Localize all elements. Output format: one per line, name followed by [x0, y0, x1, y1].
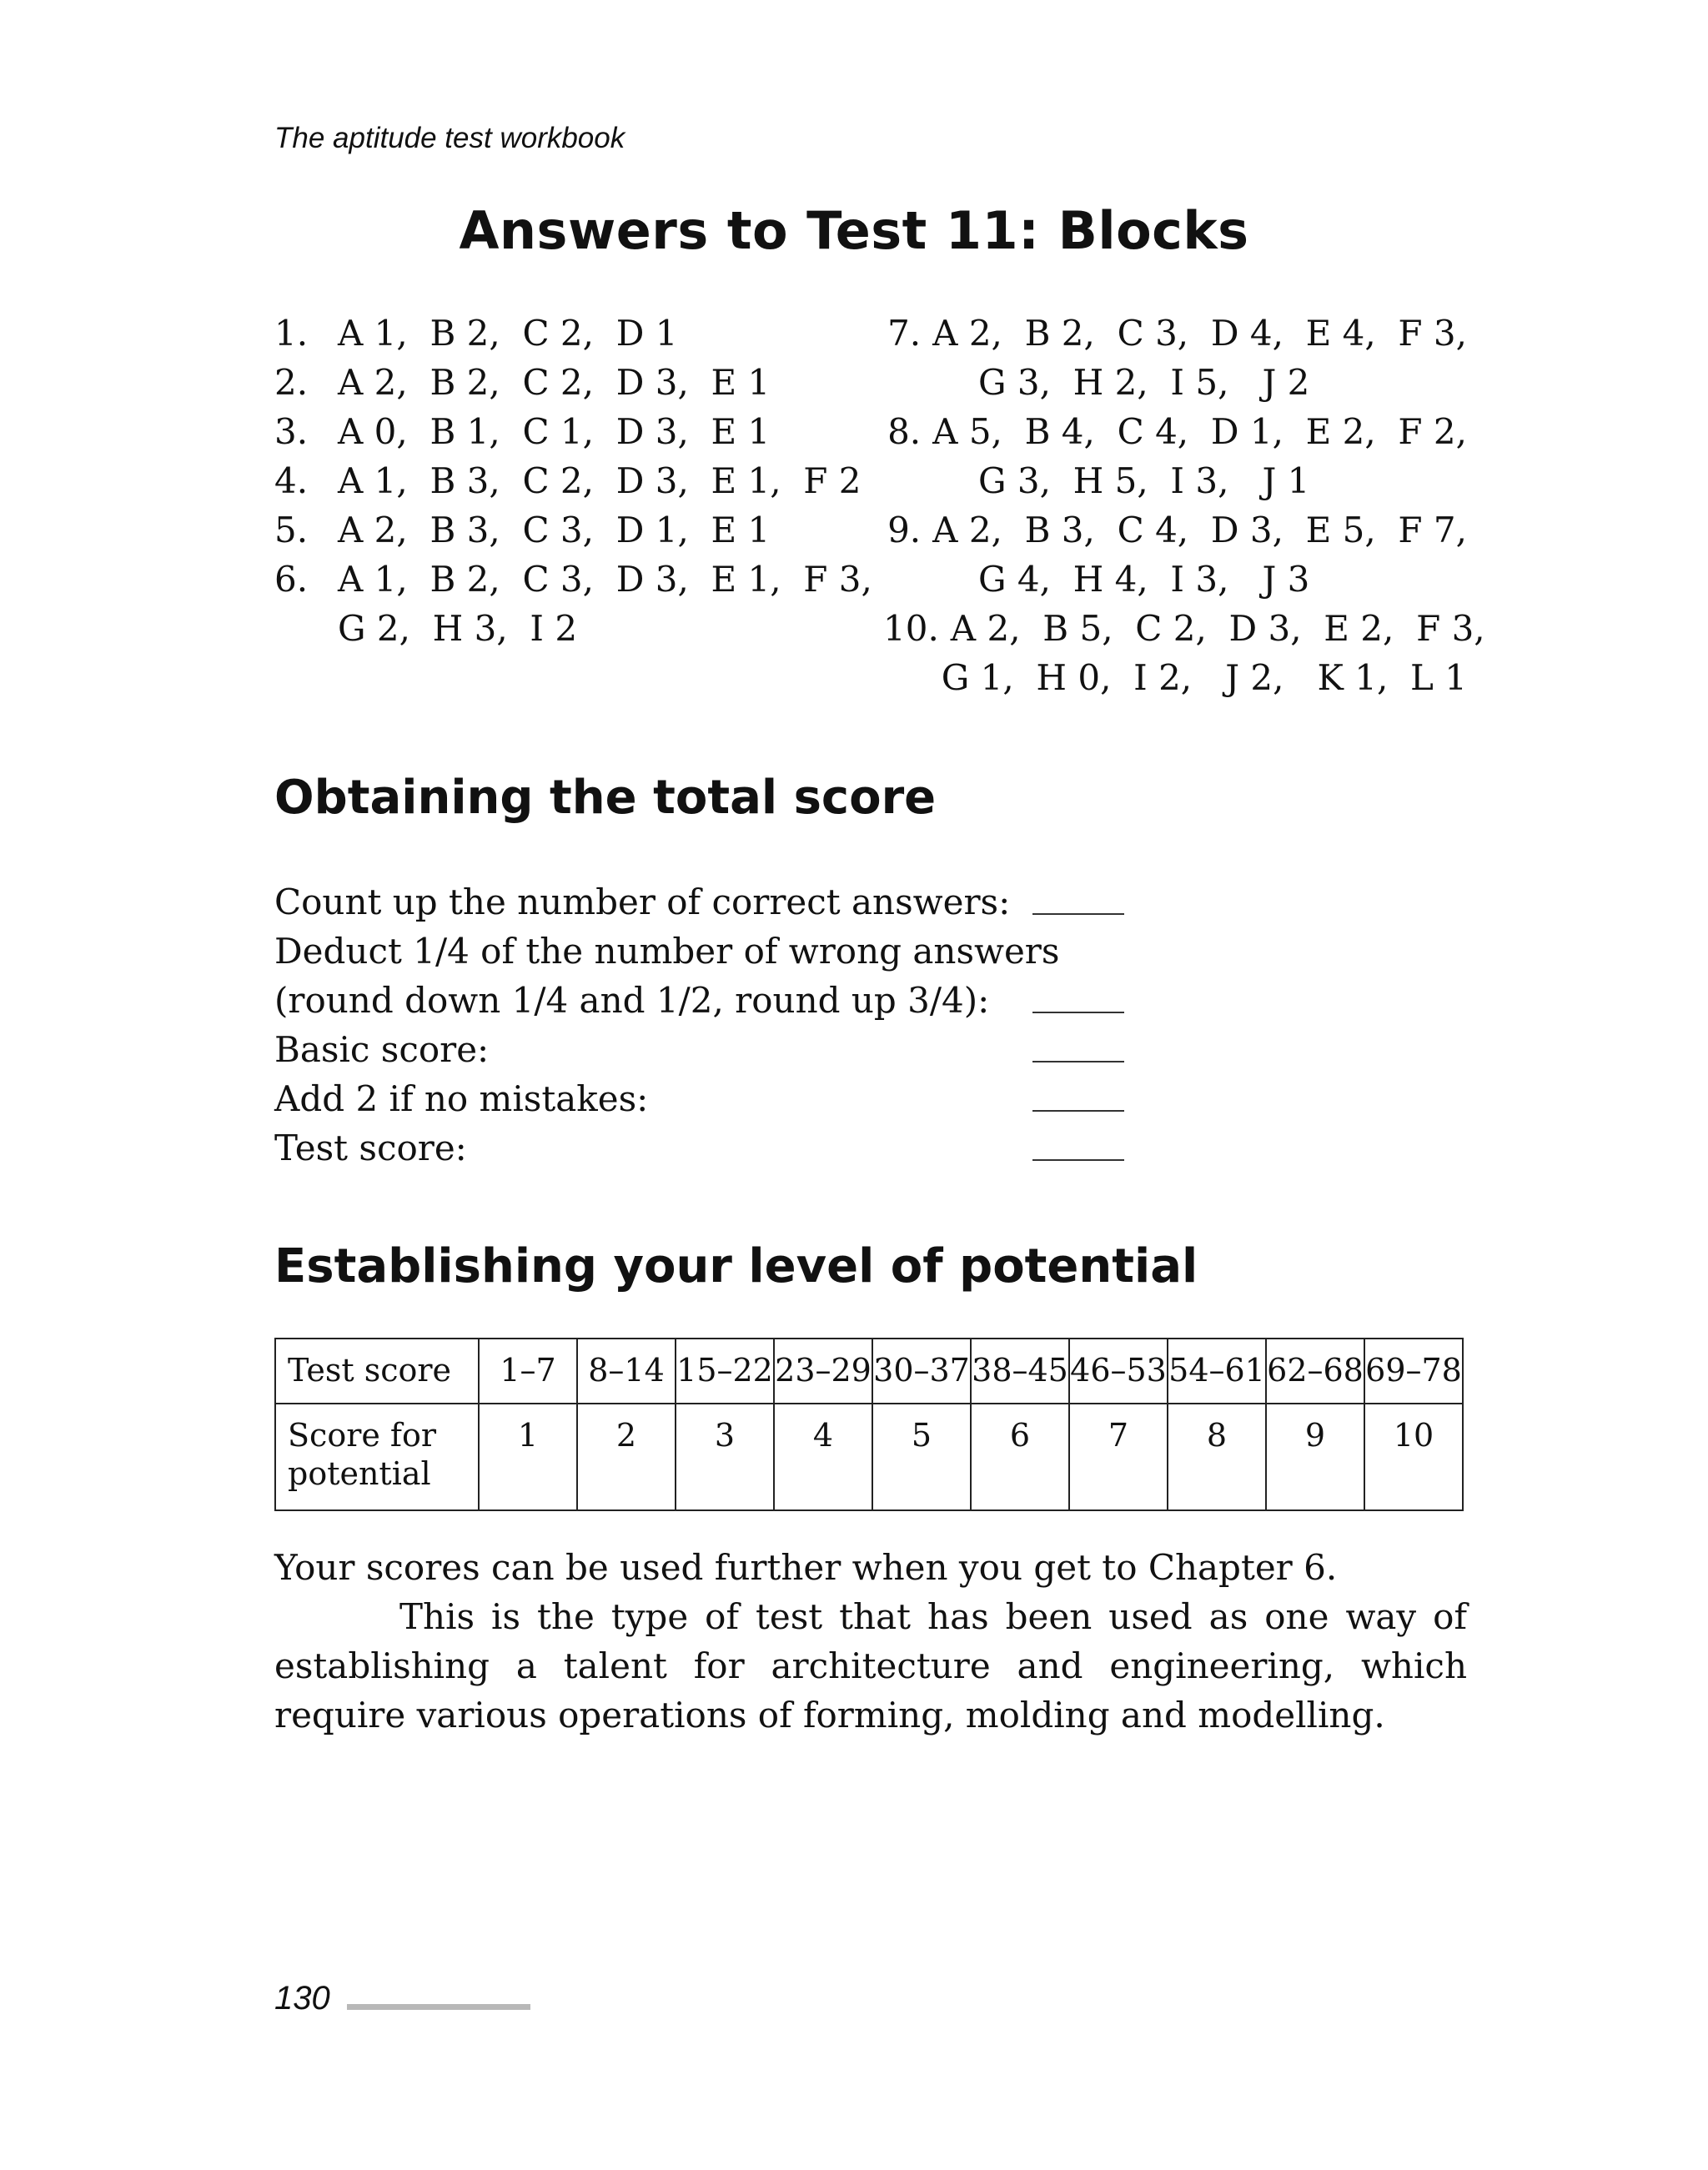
answer-blank: [1032, 1061, 1124, 1062]
score-row-basic: [274, 1025, 1192, 1074]
answer-line: G 3, H 5, I 3, J 1: [978, 460, 1310, 501]
score-row-test-score: [274, 1123, 1192, 1173]
answer-line: G 4, H 4, I 3, J 3: [978, 559, 1310, 600]
page-number: 130: [274, 1980, 330, 2017]
answer-item-3: [274, 407, 858, 456]
answer-column-right: [883, 309, 1485, 702]
table-cell: 1–7: [479, 1339, 577, 1404]
closing-text: [274, 1543, 1467, 1740]
table-cell: 7: [1069, 1404, 1168, 1510]
answer-line: A 1, B 2, C 3, D 3, E 1, F 3,: [338, 559, 872, 600]
answer-column-left: [274, 309, 872, 653]
answer-item-8: [883, 407, 1467, 456]
table-cell: 15–22: [676, 1339, 774, 1404]
score-row-bonus: [274, 1074, 1192, 1123]
section-heading-total-score: Obtaining the total score: [274, 771, 937, 825]
score-row-label: Count up the number of correct answers:: [274, 882, 1011, 922]
answer-line: A 0, B 1, C 1, D 3, E 1: [338, 411, 771, 452]
table-cell: 8: [1168, 1404, 1266, 1510]
score-worksheet: [274, 877, 1192, 1173]
row-header: Score for potential: [275, 1404, 479, 1510]
answer-item-1: [274, 309, 858, 358]
answer-blank: [1032, 1012, 1124, 1013]
answer-line: A 5, B 4, C 4, D 1, E 2, F 2,: [932, 411, 1467, 452]
score-row-label: Add 2 if no mistakes:: [274, 1078, 649, 1119]
answer-line: G 1, H 0, I 2, J 2, K 1, L 1: [941, 657, 1467, 698]
answer-number: 1.: [274, 313, 309, 354]
answer-item-7-cont: [883, 358, 1467, 407]
answer-blank: [1032, 1110, 1124, 1112]
answer-number: 9.: [887, 510, 922, 550]
score-row-label: Basic score:: [274, 1029, 490, 1070]
score-row-label: (round down 1/4 and 1/2, round up 3/4):: [274, 980, 990, 1021]
table-cell: 38–45: [971, 1339, 1069, 1404]
page-title: Answers to Test 11: Blocks: [459, 200, 1249, 261]
answer-line: A 2, B 5, C 2, D 3, E 2, F 3,: [950, 608, 1485, 649]
answer-item-9: [883, 505, 1467, 555]
answer-blank: [1032, 1159, 1124, 1161]
answer-item-2: [274, 358, 858, 407]
table-cell: 8–14: [577, 1339, 676, 1404]
score-row-label: Test score:: [274, 1128, 467, 1168]
section-heading-potential: Establishing your level of potential: [274, 1239, 1198, 1293]
table-cell: 46–53: [1069, 1339, 1168, 1404]
answer-item-10: [883, 604, 1485, 653]
answer-line: A 2, B 2, C 3, D 4, E 4, F 3,: [932, 313, 1467, 354]
table-row-test-score: [275, 1339, 1463, 1404]
answer-line: G 2, H 3, I 2: [338, 608, 578, 649]
table-cell: 23–29: [774, 1339, 872, 1404]
answer-item-5: [274, 505, 858, 555]
answer-number: 2.: [274, 362, 309, 403]
answer-item-4: [274, 456, 862, 505]
table-cell: 9: [1266, 1404, 1364, 1510]
answer-item-9-cont: [883, 555, 1467, 604]
answer-item-6: [274, 555, 872, 604]
answer-number: 5.: [274, 510, 309, 550]
paragraph: This is the type of test that has been used as one way of establishing a talent for architecture and engineering, which require various operations of forming, molding and modelling.: [274, 1596, 1467, 1735]
row-header: Test score: [275, 1339, 479, 1404]
answer-item-10-cont: [883, 653, 1467, 702]
table-cell: 4: [774, 1404, 872, 1510]
table-cell: 1: [479, 1404, 577, 1510]
score-row-rounding: [274, 976, 1192, 1025]
answer-number: 4.: [274, 460, 309, 501]
paragraph: Your scores can be used further when you get to Chapter 6.: [274, 1547, 1338, 1588]
answer-number: 10.: [883, 608, 939, 649]
table-cell: 5: [872, 1404, 971, 1510]
score-row-correct: [274, 877, 1192, 927]
answer-line: A 1, B 3, C 2, D 3, E 1, F 2: [338, 460, 862, 501]
running-head: The aptitude test workbook: [274, 122, 625, 154]
answer-line: A 2, B 2, C 2, D 3, E 1: [338, 362, 771, 403]
table-cell: 6: [971, 1404, 1069, 1510]
answer-item-6-cont: [274, 604, 858, 653]
score-row-label: Deduct 1/4 of the number of wrong answers: [274, 931, 1060, 972]
potential-table: [274, 1338, 1464, 1511]
score-row-deduct: [274, 927, 1192, 976]
answer-item-7: [883, 309, 1467, 358]
footer-rule: [347, 2004, 530, 2010]
table-cell: 3: [676, 1404, 774, 1510]
answer-line: G 3, H 2, I 5, J 2: [978, 362, 1310, 403]
table-row-potential: [275, 1404, 1463, 1510]
table-cell: 54–61: [1168, 1339, 1266, 1404]
answer-line: A 2, B 3, C 3, D 1, E 1: [338, 510, 771, 550]
table-cell: 2: [577, 1404, 676, 1510]
answer-blank: [1032, 913, 1124, 915]
table-cell: 10: [1364, 1404, 1463, 1510]
answer-number: 8.: [887, 411, 922, 452]
answer-number: 7.: [887, 313, 922, 354]
answer-number: 3.: [274, 411, 309, 452]
answer-number: 6.: [274, 559, 309, 600]
answer-line: A 2, B 3, C 4, D 3, E 5, F 7,: [932, 510, 1467, 550]
answer-item-8-cont: [883, 456, 1467, 505]
table-cell: 69–78: [1364, 1339, 1463, 1404]
table-cell: 62–68: [1266, 1339, 1364, 1404]
answer-line: A 1, B 2, C 2, D 1: [338, 313, 678, 354]
table-cell: 30–37: [872, 1339, 971, 1404]
